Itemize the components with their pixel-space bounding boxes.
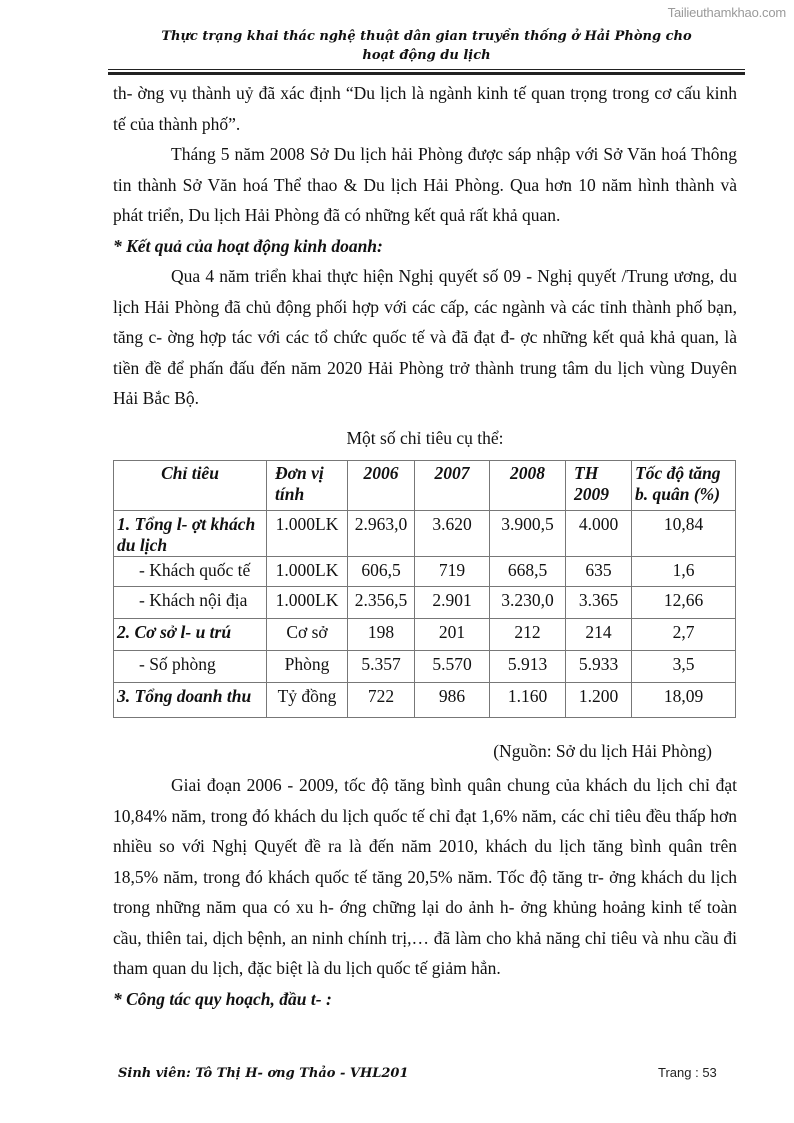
table-source: (Nguồn: Sở du lịch Hải Phòng) [493, 741, 712, 761]
cell-unit: 1.000LK [267, 511, 348, 557]
cell-2006: 2.356,5 [348, 587, 415, 619]
header-indicator: Chỉ tiêu [114, 461, 267, 511]
paragraph-2: Tháng 5 năm 2008 Sở Du lịch hải Phòng được sáp nhập với Sở Văn hoá Thông tin thành Sở Văn hoá Thể thao & Du lịch Hải Phòng. Qua hơn 10 năm hình thành và phát triển, Du lịch Hải Phòng đã có những kết quả rất khả quan. [113, 144, 737, 225]
header-2006: 2006 [348, 461, 415, 511]
table-row [114, 683, 736, 718]
table-header-row [114, 461, 736, 511]
header-2008: 2008 [490, 461, 566, 511]
table-row [114, 557, 736, 587]
paragraph-4: Giai đoạn 2006 - 2009, tốc độ tăng bình quân chung của khách du lịch chỉ đạt 10,84% năm, trong đó khách du lịch quốc tế chỉ đạt 1,6% năm, các chỉ tiêu đều thấp hơn nhiều so với Nghị Quyết đề ra là đến năm 2010, khách du lịch tăng bình quân trên 18,5% năm, trong đó khách quốc tế tăng 20,5% năm. Tốc độ tăng tr- ởng khách du lịch trong những năm qua có xu h- ớng chững lại do ảnh h- ởng khủng hoảng kinh tế toàn cầu, thiên tai, dịch bệnh, an ninh chính trị,… đã làm cho khả năng chỉ tiêu và nhu cầu đi tham quan du lịch, đặc biệt là du lịch quốc tế giảm hẳn. [113, 775, 737, 978]
indicators-table [113, 460, 736, 718]
footer-page-number: Trang : 53 [658, 1065, 717, 1080]
cell-2008: 668,5 [490, 557, 566, 587]
header-title-line1: Thực trạng khai thác nghệ thuật dân gian truyền thống ở Hải Phòng cho [161, 29, 692, 44]
cell-indicator: - Khách quốc tế [114, 557, 267, 587]
cell-2008: 5.913 [490, 651, 566, 683]
cell-2006: 5.357 [348, 651, 415, 683]
cell-2006: 722 [348, 683, 415, 718]
cell-2008: 3.900,5 [490, 511, 566, 557]
table-row [114, 619, 736, 651]
watermark: Tailieuthamkhao.com [667, 5, 786, 20]
cell-th2009: 1.200 [566, 683, 632, 718]
running-header [108, 27, 745, 65]
cell-th2009: 4.000 [566, 511, 632, 557]
cell-growth: 18,09 [632, 683, 736, 718]
header-unit: Đơn vị tính [267, 461, 348, 511]
cell-growth: 12,66 [632, 587, 736, 619]
section-heading-business-results: * Kết quả của hoạt động kinh doanh: [113, 235, 383, 256]
section-heading-planning-investment: * Công tác quy hoạch, đầu t- : [113, 988, 332, 1009]
table-row [114, 511, 736, 557]
cell-th2009: 635 [566, 557, 632, 587]
header-rule [108, 69, 745, 72]
cell-indicator: - Khách nội địa [114, 587, 267, 619]
cell-unit: 1.000LK [267, 587, 348, 619]
paragraph-1: th- ờng vụ thành uỷ đã xác định “Du lịch là ngành kinh tế quan trọng trong cơ cấu kinh tế của thành phố”. [113, 83, 737, 134]
cell-th2009: 214 [566, 619, 632, 651]
header-2007: 2007 [415, 461, 490, 511]
cell-unit: Phòng [267, 651, 348, 683]
header-title-line2: hoạt động du lịch [362, 48, 491, 63]
cell-2007: 986 [415, 683, 490, 718]
body-section-bottom [113, 770, 737, 1014]
cell-indicator: 2. Cơ sở l- u trú [114, 619, 267, 651]
cell-indicator: 3. Tổng doanh thu [114, 683, 267, 718]
paragraph-3: Qua 4 năm triển khai thực hiện Nghị quyết số 09 - Nghị quyết /Trung ương, du lịch Hải Phòng đã chủ động phối hợp với các cấp, các ngành và các tỉnh thành phố bạn, tăng c- ờng hợp tác với các tổ chức quốc tế và đã đạt đ- ợc những kết quả khả quan, là tiền đề để phấn đấu đến năm 2020 Hải Phòng trở thành trung tâm du lịch vùng Duyên Hải Bắc Bộ. [113, 266, 737, 408]
cell-indicator: 1. Tổng l- ợt khách du lịch [114, 511, 267, 557]
cell-2007: 3.620 [415, 511, 490, 557]
cell-2006: 2.963,0 [348, 511, 415, 557]
cell-growth: 1,6 [632, 557, 736, 587]
cell-2007: 5.570 [415, 651, 490, 683]
cell-2008: 212 [490, 619, 566, 651]
body-section-top [113, 78, 737, 414]
header-growth: Tốc độ tăng b. quân (%) [632, 461, 736, 511]
cell-th2009: 5.933 [566, 651, 632, 683]
cell-2008: 1.160 [490, 683, 566, 718]
table-caption: Một số chỉ tiêu cụ thể: [346, 428, 504, 448]
cell-2007: 719 [415, 557, 490, 587]
cell-unit: 1.000LK [267, 557, 348, 587]
table-row [114, 587, 736, 619]
cell-2007: 201 [415, 619, 490, 651]
cell-growth: 10,84 [632, 511, 736, 557]
cell-growth: 2,7 [632, 619, 736, 651]
cell-unit: Cơ sở [267, 619, 348, 651]
cell-indicator: - Số phòng [114, 651, 267, 683]
cell-2008: 3.230,0 [490, 587, 566, 619]
cell-growth: 3,5 [632, 651, 736, 683]
footer-student: Sinh viên: Tô Thị H- ơng Thảo - VHL201 [118, 1066, 409, 1081]
cell-2006: 606,5 [348, 557, 415, 587]
header-th2009: TH 2009 [566, 461, 632, 511]
cell-2006: 198 [348, 619, 415, 651]
cell-2007: 2.901 [415, 587, 490, 619]
cell-th2009: 3.365 [566, 587, 632, 619]
cell-unit: Tỷ đồng [267, 683, 348, 718]
table-row [114, 651, 736, 683]
